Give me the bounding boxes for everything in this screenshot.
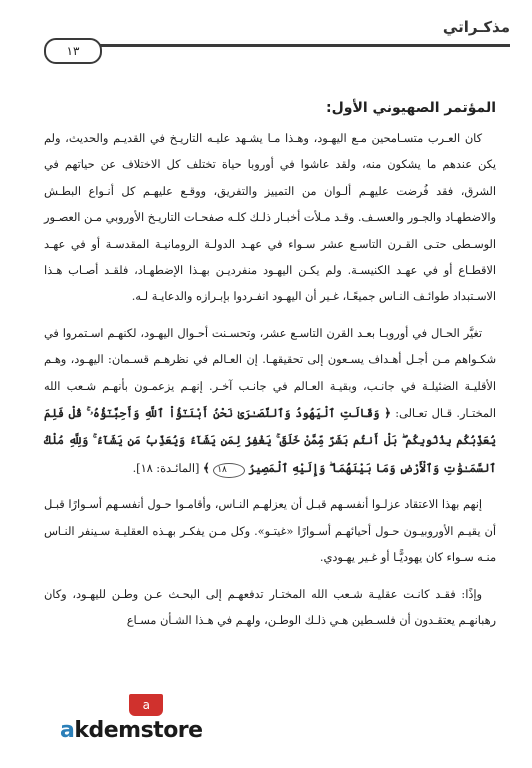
paragraph-4: وإذًا: فقـد كانـت عقليـة شـعب الله المختـار تدفعهـم إلى البحـث عـن وطـن لليهـود، وكان رهبانهـم يعتقـدون أن فلسـطين هـي ذلـك الوطـن، ولهـم في هـذا الشـأن مسـاع (44, 587, 496, 627)
section-title: المؤتمر الصهيوني الأول: (326, 100, 496, 116)
watermark-text-prefix: a (60, 718, 75, 743)
header-title: مذكـراتي (442, 18, 510, 36)
watermark-text (60, 718, 203, 743)
page-number: ١٣ (44, 38, 102, 64)
verse-reference: [المائـدة: ١٨]. (132, 461, 200, 475)
verse-number-marker: ١٨ (213, 463, 245, 478)
watermark-text-rest: kdemstore (74, 718, 203, 743)
quran-verse-close: ﴾ (202, 460, 210, 475)
header-rule (100, 44, 510, 47)
book-logo-icon: a (129, 694, 163, 716)
paragraph-1: كان العـرب متسـامحين مـع اليهـود، وهـذا مـا يشـهد عليـه التاريـخ في القديـم والحديث، ولم يكن عندهم ما يشكون منه، ولقد عاشوا في أوروبا حياة تختلف كل الاختلاف عن حياتهم في الشرق، فقد فُرضت عليهـم ألـوان من التمييز والتفريق، ووقـع عليهـم كل أنـواع البطـش والاضطهـاد والجـور والعسـف. وقـد مـلأت أخبـار ذلـك كلـه صفحـات التاريـخ الأوروبي مـن العصـور الوسـطى حتـى القـرن التاسـع عشر سـواء في عهـد الدولـة الرومانيـة المقدسـة أو في عهـد الاقطـاع أو في عهـد الكنيسـة. ولم يكـن اليهـود منفرديـن بهـذا الإضطهـاد، فلقـد أصـاب هـذا الاسـتبداد طوائـف النـاس جميعًـا، غـير أن اليهـود انفـردوا بإبـرازه والدعايـة لـه. (44, 132, 496, 304)
paragraph-3: إنهم بهذا الاعتقاد عزلـوا أنفسـهم قبـل أن يعزلهـم النـاس، وأقامـوا حـول أنفسـهم أسـوارًا قبـل أن يقيـم الأوروبيـون حـول أحيائهـم أسـوارًا «غيتـو». وكل مـن يفكـر بهـذه العقليـة سـينفر النـاس منـه سـواء كان يهوديًّـا أو غـير يهـودي. (44, 498, 496, 565)
quran-verse: ﴿ وَقَالَتِ ٱلْيَهُودُ وَٱلنَّصَـٰرَىٰ نَحْنُ أَبْنَـٰٓؤُاْ ٱللَّهِ وَأَحِبَّـٰٓؤُهُۥ ۚ قُلْ فَلِمَ يُعَذِّبُكُم بِذُنُوبِكُم ۖ بَلْ أَنتُم بَشَرٌ مِّمَّنْ خَلَقَ ۚ يَغْفِرُ لِمَن يَشَآءُ وَيُعَذِّبُ مَن يَشَآءُ ۚ وَلِلَّهِ مُلْكُ ٱلسَّمَـٰوَٰتِ وَٱلْأَرْضِ وَمَا بَيْنَهُمَا ۖ وَإِلَيْهِ ٱلْمَصِيرُ (44, 406, 496, 475)
paragraph-2 (44, 321, 496, 482)
paragraph-2-intro: تغيَّر الحـال في أوروبـا بعـد القرن التاسـع عشر، وتحسـنت أحـوال اليهـود، لكنهـم اسـتمروا في شكـواهم مـن أجـل أهـداف يسـعون إلى تحقيقهـا. إن العـالم في نظرهـم قسـمان: اليهـود، وهـم الأقليـة الضئيلـة في جانـب، وبقيـة العـالم في جانـب آخـر. إنهـم يزعمـون بأنهـم شـعب الله المختـار. قـال تعـالى: (44, 326, 496, 421)
page-content (44, 96, 496, 644)
akdemstore-watermark (60, 694, 203, 743)
